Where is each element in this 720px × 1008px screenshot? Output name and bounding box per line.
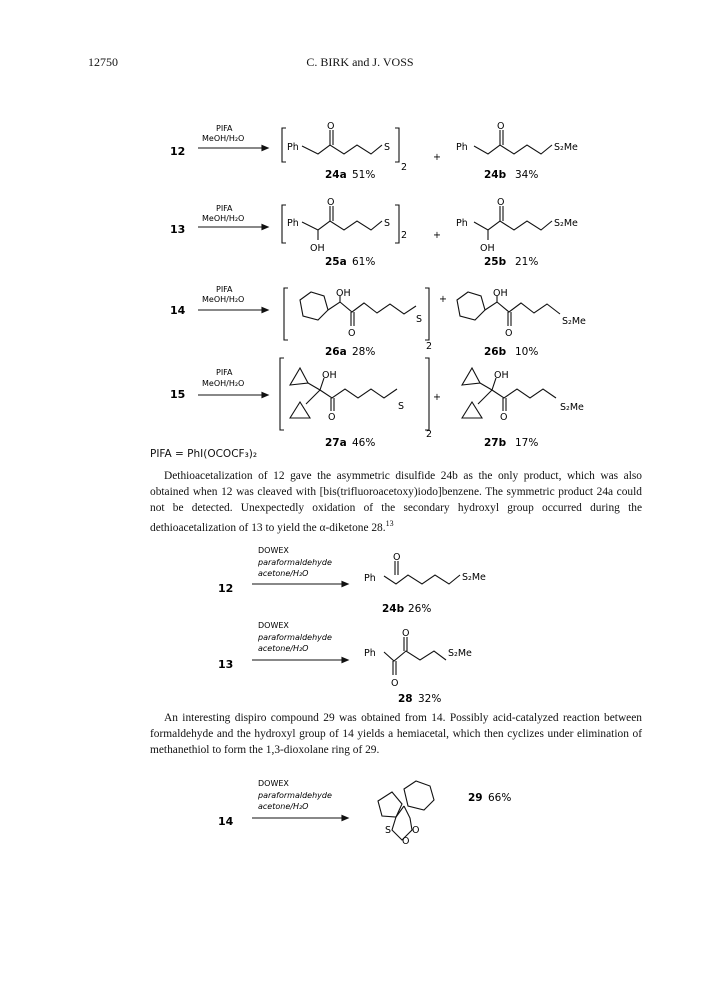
reference-superscript: 13	[385, 519, 394, 528]
atom-label: S	[398, 401, 405, 412]
compound-number: 13	[170, 223, 186, 236]
atom-label: OH	[336, 288, 351, 299]
atom-label: O	[328, 412, 336, 423]
solvent-label: MeOH/H₂O	[202, 214, 245, 223]
yield-value: 61%	[352, 256, 376, 268]
yield-value: 46%	[352, 437, 376, 449]
atom-label: Ph	[287, 142, 299, 153]
yield-value: 32%	[418, 693, 442, 705]
solvent-label: MeOH/H₂O	[202, 295, 245, 304]
atom-label: O	[505, 328, 513, 339]
plus-sign: +	[433, 152, 441, 163]
atom-label: S	[384, 142, 391, 153]
product-label: 25b	[484, 256, 507, 268]
compound-number: 15	[170, 388, 186, 401]
reagent-label: PIFA	[216, 204, 233, 213]
solvent-label: MeOH/H₂O	[202, 134, 245, 143]
atom-label: O	[348, 328, 356, 339]
atom-label: Ph	[364, 573, 376, 584]
product-label: 29	[468, 792, 483, 804]
atom-label: Ph	[287, 218, 299, 229]
yield-value: 10%	[515, 346, 539, 358]
atom-label: S₂Me	[554, 218, 578, 229]
atom-label: 2	[401, 230, 408, 241]
yield-value: 26%	[408, 603, 432, 615]
paragraph-text: Dethioacetalization of 12 gave the asymmetric disulfide 24b as the only product, which was also obtained when 12 was cleaved with [bis(trifluoroacetoxy)iodo]benzene. The symmetric product 24a could not be detected. Unexpectedly oxidation of the secondary hydroxyl group occurred during the dethioacetalization of 13 to yield the α-diketone 28.	[150, 470, 642, 534]
atom-label: S	[385, 825, 392, 836]
atom-label: 2	[426, 429, 433, 440]
compound-number: 14	[218, 815, 234, 828]
yield-value: 21%	[515, 256, 539, 268]
body-paragraph-2	[150, 710, 642, 758]
condition-label: acetone/H₂O	[258, 644, 309, 653]
reagent-label: PIFA	[216, 285, 233, 294]
atom-label: Ph	[456, 218, 468, 229]
atom-label: S₂Me	[448, 648, 472, 659]
reagent-label: PIFA	[216, 124, 233, 133]
atom-label: S₂Me	[562, 316, 586, 327]
condition-label: paraformaldehyde	[258, 558, 332, 567]
atom-label: OH	[493, 288, 508, 299]
atom-label: S₂Me	[560, 402, 584, 413]
plus-sign: +	[433, 230, 441, 241]
page-number: 12750	[88, 55, 118, 69]
atom-label: S₂Me	[554, 142, 578, 153]
condition-label: DOWEX	[258, 779, 289, 788]
atom-label: S	[416, 314, 423, 325]
body-paragraph-1	[150, 468, 642, 536]
atom-label: 2	[401, 162, 408, 173]
yield-value: 17%	[515, 437, 539, 449]
yield-value: 66%	[488, 792, 512, 804]
product-label: 24a	[325, 169, 347, 181]
atom-label: O	[412, 825, 420, 836]
atom-label: O	[402, 628, 410, 639]
reagent-label: PIFA	[216, 368, 233, 377]
atom-label: O	[402, 836, 410, 847]
product-label: 25a	[325, 256, 347, 268]
yield-value: 28%	[352, 346, 376, 358]
plus-sign: +	[433, 392, 441, 403]
product-label: 24b	[484, 169, 507, 181]
reaction-scheme-2	[0, 535, 720, 710]
paragraph-text: An interesting dispiro compound 29 was obtained from 14. Possibly acid-catalyzed reaction between formaldehyde and the hydroxyl group of 14 yields a hemiacetal, which then cyclizes under elimination of methanethiol to form the 1,3-dioxolane ring of 29.	[150, 712, 642, 756]
compound-number: 14	[170, 304, 186, 317]
scheme-footnote: PIFA = PhI(OCOCF₃)₂	[150, 448, 258, 460]
atom-label: O	[500, 412, 508, 423]
atom-label: Ph	[456, 142, 468, 153]
reaction-scheme-3	[0, 765, 720, 860]
yield-value: 34%	[515, 169, 539, 181]
atom-label: OH	[494, 370, 509, 381]
atom-label: OH	[322, 370, 337, 381]
product-label: 24b	[382, 603, 405, 615]
condition-label: acetone/H₂O	[258, 569, 309, 578]
atom-label: 2	[426, 341, 433, 352]
running-head: C. BIRK and J. VOSS	[306, 55, 414, 69]
product-label: 26a	[325, 346, 347, 358]
condition-label: DOWEX	[258, 546, 289, 555]
yield-value: 51%	[352, 169, 376, 181]
compound-number: 12	[218, 582, 234, 595]
atom-label: O	[393, 552, 401, 563]
atom-label: O	[327, 121, 335, 132]
plus-sign: +	[439, 294, 447, 305]
condition-label: acetone/H₂O	[258, 802, 309, 811]
atom-label: S	[384, 218, 391, 229]
condition-label: DOWEX	[258, 621, 289, 630]
atom-label: O	[391, 678, 399, 689]
atom-label: O	[497, 197, 505, 208]
atom-label: Ph	[364, 648, 376, 659]
atom-label: O	[497, 121, 505, 132]
condition-label: paraformaldehyde	[258, 633, 332, 642]
compound-number: 12	[170, 145, 186, 158]
product-label: 27b	[484, 437, 507, 449]
reaction-scheme-1	[0, 110, 720, 460]
product-label: 27a	[325, 437, 347, 449]
product-label: 26b	[484, 346, 507, 358]
atom-label: O	[327, 197, 335, 208]
atom-label: S₂Me	[462, 572, 486, 583]
solvent-label: MeOH/H₂O	[202, 379, 245, 388]
atom-label: OH	[480, 243, 495, 254]
atom-label: OH	[310, 243, 325, 254]
product-label: 28	[398, 693, 413, 705]
condition-label: paraformaldehyde	[258, 791, 332, 800]
compound-number: 13	[218, 658, 234, 671]
